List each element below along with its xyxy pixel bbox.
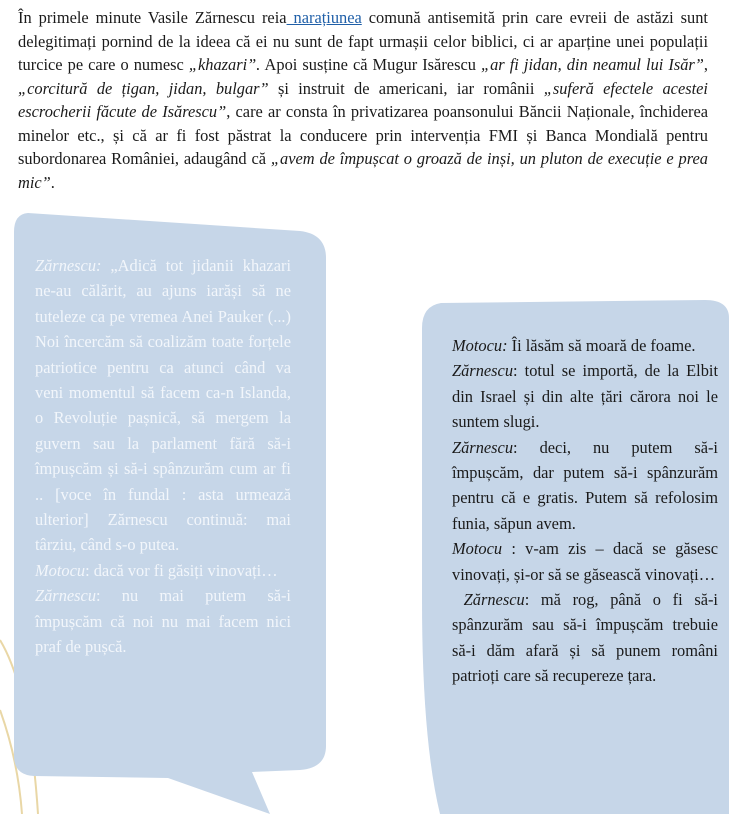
speaker-label: Zărnescu — [35, 586, 97, 606]
intro-text: Apoi susține că Mugur Isărescu — [260, 55, 481, 74]
dialogue-text: : totul se importă, de la Elbit din Israel și din alte țări cărora noi le suntem slugi. — [452, 361, 718, 432]
intro-text: , — [703, 55, 709, 74]
intro-quote: „khazari”. — [188, 55, 261, 74]
speaker-label: Zărnescu — [452, 437, 514, 457]
dialogue-text: : v-am zis – dacă se găsesc vinovați, și-or să se găsească vinovați… — [452, 539, 718, 584]
intro-text: În primele minute Vasile Zărnescu reia — [18, 8, 287, 27]
intro-text: și instruit de americani, iar românii — [268, 78, 544, 98]
intro-text: comună antisemită prin care evreii de astăzi sunt delegitimați pornind de la ideea că ei nu sunt de fapt urmașii celor biblici, ci ar aparține unei populații turcice pe care o numesc — [18, 8, 708, 74]
dialogue-text: Îi lăsăm să moară de foame. — [507, 336, 696, 355]
dialogue-text: : mă rog, până o fi să-i spânzurăm sau să-i împușcăm trebuie să-i dăm afară și să punem români patrioți care să recupereze țara. — [452, 590, 718, 686]
left-bubble-text — [35, 253, 291, 660]
intro-quote: „suferă efectele acestei escrocherii făcute de Isărescu” — [18, 78, 708, 121]
dialogue-text: „Adică tot jidanii khazari ne-au călărit, au ajuns iarăși să ne tuteleze ca pe vremea Anei Pauker (...) Noi încercăm să coalizăm toate forțele patriotice pentru ca atunci când va veni momentul să facem ca-n Islanda, o Revoluție pașnică, să mergem la guvern sau la parlament fără să-i împușcăm și să-i spânzurăm cum ar fi .. [voce în fundal : asta urmează ulterior] Zărnescu continuă: mai târziu, când s-o putea. — [35, 256, 291, 555]
dialogue-text: : nu mai putem să-i împușcăm că noi nu mai facem nici praf de pușcă. — [35, 586, 291, 657]
dialogue-text: : deci, nu putem să-i împușcăm, dar putem să-i spânzurăm pentru că e gratis. Putem să refolosim funia, săpun avem. — [452, 437, 718, 533]
speaker-label: Motocu — [35, 560, 86, 580]
narrative-link[interactable]: narațiunea — [286, 8, 362, 27]
intro-quote: „avem de împușcat o groază de inși, un pluton de execuție e prea mic” — [18, 149, 708, 192]
intro-text: . — [50, 172, 55, 192]
speaker-label: Motocu — [452, 539, 503, 559]
intro-text: , care ar consta în privatizarea poansonului Băncii Naționale, închiderea minelor etc., și că ar fi fost păstrat la conducere prin intervenția FMI și Banca Mondială pentru subordonarea României, adaugând că — [18, 102, 708, 168]
dialogue-text: : dacă vor fi găsiți vinovați… — [85, 560, 278, 580]
speaker-label: Zărnescu — [452, 361, 514, 381]
intro-quote: „ar fi jidan, din neamul lui Isăr” — [480, 55, 704, 74]
speaker-label: Motocu: — [452, 336, 508, 355]
intro-quote: „corcitură de țigan, jidan, bulgar” — [18, 78, 269, 98]
speaker-label: Zărnescu — [463, 590, 525, 610]
right-bubble-text — [452, 333, 718, 689]
speaker-label: Zărnescu: — [35, 256, 102, 275]
